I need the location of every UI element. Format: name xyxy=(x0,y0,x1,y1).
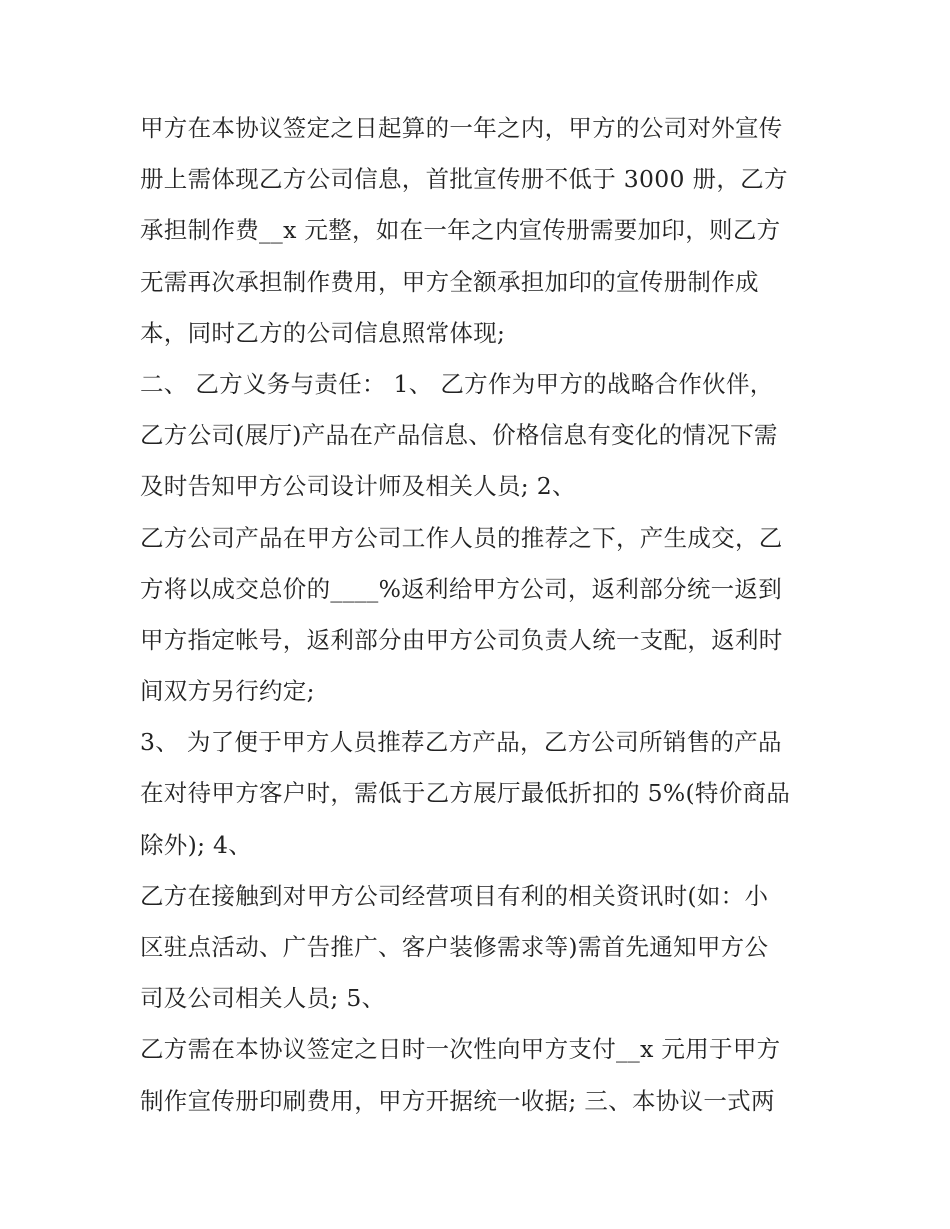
text-line: 制作宣传册印刷费用，甲方开据统一收据; 三、本协议一式两 xyxy=(140,1086,775,1115)
text-line: 方将以成交总价的____%返利给甲方公司，返利部分统一返到 xyxy=(140,574,783,603)
text-line: 间双方另行约定; xyxy=(140,677,315,706)
text-line: 二、 乙方义务与责任： 1、 乙方作为甲方的战略合作伙伴， xyxy=(140,369,774,398)
text-line: 3、 为了便于甲方人员推荐乙方产品，乙方公司所销售的产品 xyxy=(140,728,782,757)
text-line: 甲方指定帐号，返利部分由甲方公司负责人统一支配，返利时 xyxy=(140,625,783,654)
text-line: 司及公司相关人员; 5、 xyxy=(140,984,386,1013)
text-line: 乙方在接触到对甲方公司经营项目有利的相关资讯时(如：小 xyxy=(140,881,769,910)
document-body xyxy=(140,103,830,1127)
text-line: 无需再次承担制作费用，甲方全额承担加印的宣传册制作成 xyxy=(140,267,759,296)
text-line: 区驻点活动、广告推广、客户装修需求等)需首先通知甲方公 xyxy=(140,933,769,961)
text-line: 乙方公司产品在甲方公司工作人员的推荐之下，产生成交，乙 xyxy=(140,523,783,552)
text-line: 承担制作费__x 元整，如在一年之内宣传册需要加印，则乙方 xyxy=(140,216,781,245)
text-line: 乙方公司(展厅)产品在产品信息、价格信息有变化的情况下需 xyxy=(140,421,778,450)
text-line: 甲方在本协议签定之日起算的一年之内，甲方的公司对外宣传 xyxy=(140,114,783,142)
text-line: 除外); 4、 xyxy=(140,830,253,859)
text-line: 及时告知甲方公司设计师及相关人员; 2、 xyxy=(140,472,576,501)
text-line: 乙方需在本协议签定之日时一次性向甲方支付__x 元用于甲方 xyxy=(140,1035,781,1064)
text-line: 册上需体现乙方公司信息，首批宣传册不低于 3000 册，乙方 xyxy=(140,165,788,194)
text-line: 本，同时乙方的公司信息照常体现; xyxy=(140,318,506,347)
text-line: 在对待甲方客户时，需低于乙方展厅最低折扣的 5%(特价商品 xyxy=(140,779,791,808)
